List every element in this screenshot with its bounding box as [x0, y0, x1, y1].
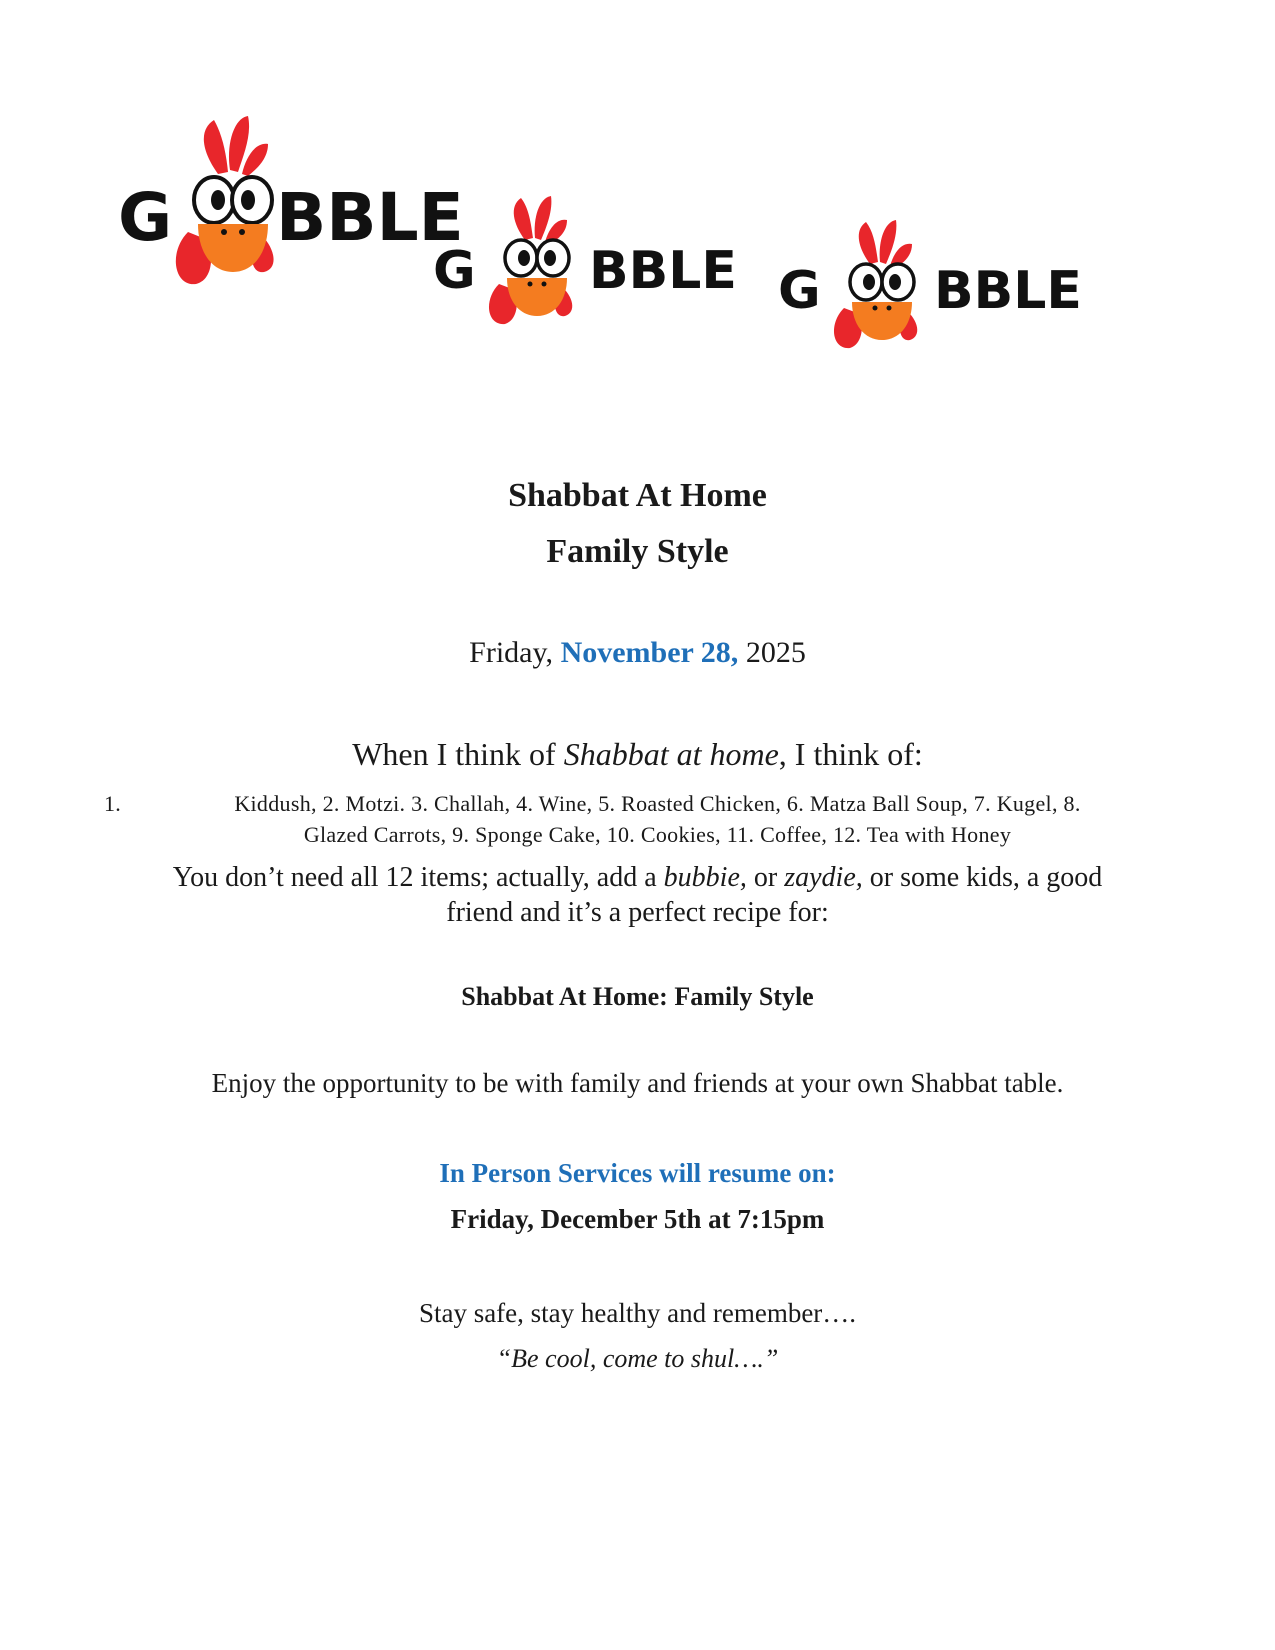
intro-before: When I think of: [352, 736, 556, 772]
menu-items-line-2: Glazed Carrots, 9. Sponge Cake, 10. Cookies, 11. Coffee, 12. Tea with Honey: [303, 822, 1012, 847]
gobble-logo: [118, 112, 464, 292]
recipe-text-1: You don’t need all 12 items; actually, add a: [172, 862, 664, 893]
gobble-logo: [778, 216, 1098, 356]
gobble-logo: [433, 192, 753, 332]
logo-word-suffix: BBLE: [934, 261, 1082, 321]
section-heading: Shabbat At Home: Family Style: [461, 982, 814, 1011]
intro-emphasis: Shabbat at home: [563, 736, 779, 772]
logo-word-suffix: BBLE: [589, 241, 737, 301]
turkey-comb-icon: [514, 196, 567, 244]
intro-after: , I think of:: [778, 736, 923, 772]
date-month-day: November 28,: [560, 636, 739, 669]
menu-items-line-1: Kiddush, 2. Motzi. 3. Challah, 4. Wine, 5. Roasted Chicken, 6. Matza Ball Soup, 7. Kugel, 8.: [234, 791, 1081, 816]
enjoy-text: Enjoy the opportunity to be with family and friends at your own Shabbat table.: [211, 1068, 1064, 1098]
logo-letter-g: G: [118, 179, 173, 256]
turkey-eyes-icon: [194, 177, 272, 223]
logo-word-suffix: BBLE: [276, 179, 464, 256]
turkey-comb-icon: [859, 220, 912, 268]
event-date: [0, 636, 1275, 670]
logo-letter-g: G: [778, 261, 821, 321]
date-weekday: Friday,: [469, 636, 554, 669]
recipe-text-2: or: [746, 862, 785, 893]
page-title: Shabbat At Home: [508, 477, 767, 514]
recipe-line-2: friend and it’s a perfect recipe for:: [446, 897, 829, 928]
closing-quote: “Be cool, come to shul….”: [496, 1344, 779, 1373]
turkey-eyes-icon: [505, 240, 569, 276]
list-number: 1.: [104, 791, 122, 816]
recipe-paragraph: [0, 860, 1275, 930]
services-date: Friday, December 5th at 7:15pm: [450, 1204, 825, 1234]
closing-line: Stay safe, stay healthy and remember….: [418, 1298, 857, 1328]
recipe-text-3: or some kids, a good: [862, 862, 1103, 893]
menu-list: [100, 788, 1175, 850]
turkey-eyes-icon: [850, 264, 914, 300]
page-subtitle: Family Style: [546, 533, 729, 570]
turkey-comb-icon: [204, 116, 268, 176]
recipe-bubbie: bubbie,: [663, 862, 747, 893]
date-year: 2025: [745, 636, 806, 669]
intro-line: [0, 736, 1275, 773]
recipe-line-1: [0, 860, 1275, 895]
logo-letter-g: G: [433, 241, 476, 301]
recipe-zaydie: zaydie,: [784, 862, 863, 893]
services-heading: In Person Services will resume on:: [439, 1158, 836, 1188]
